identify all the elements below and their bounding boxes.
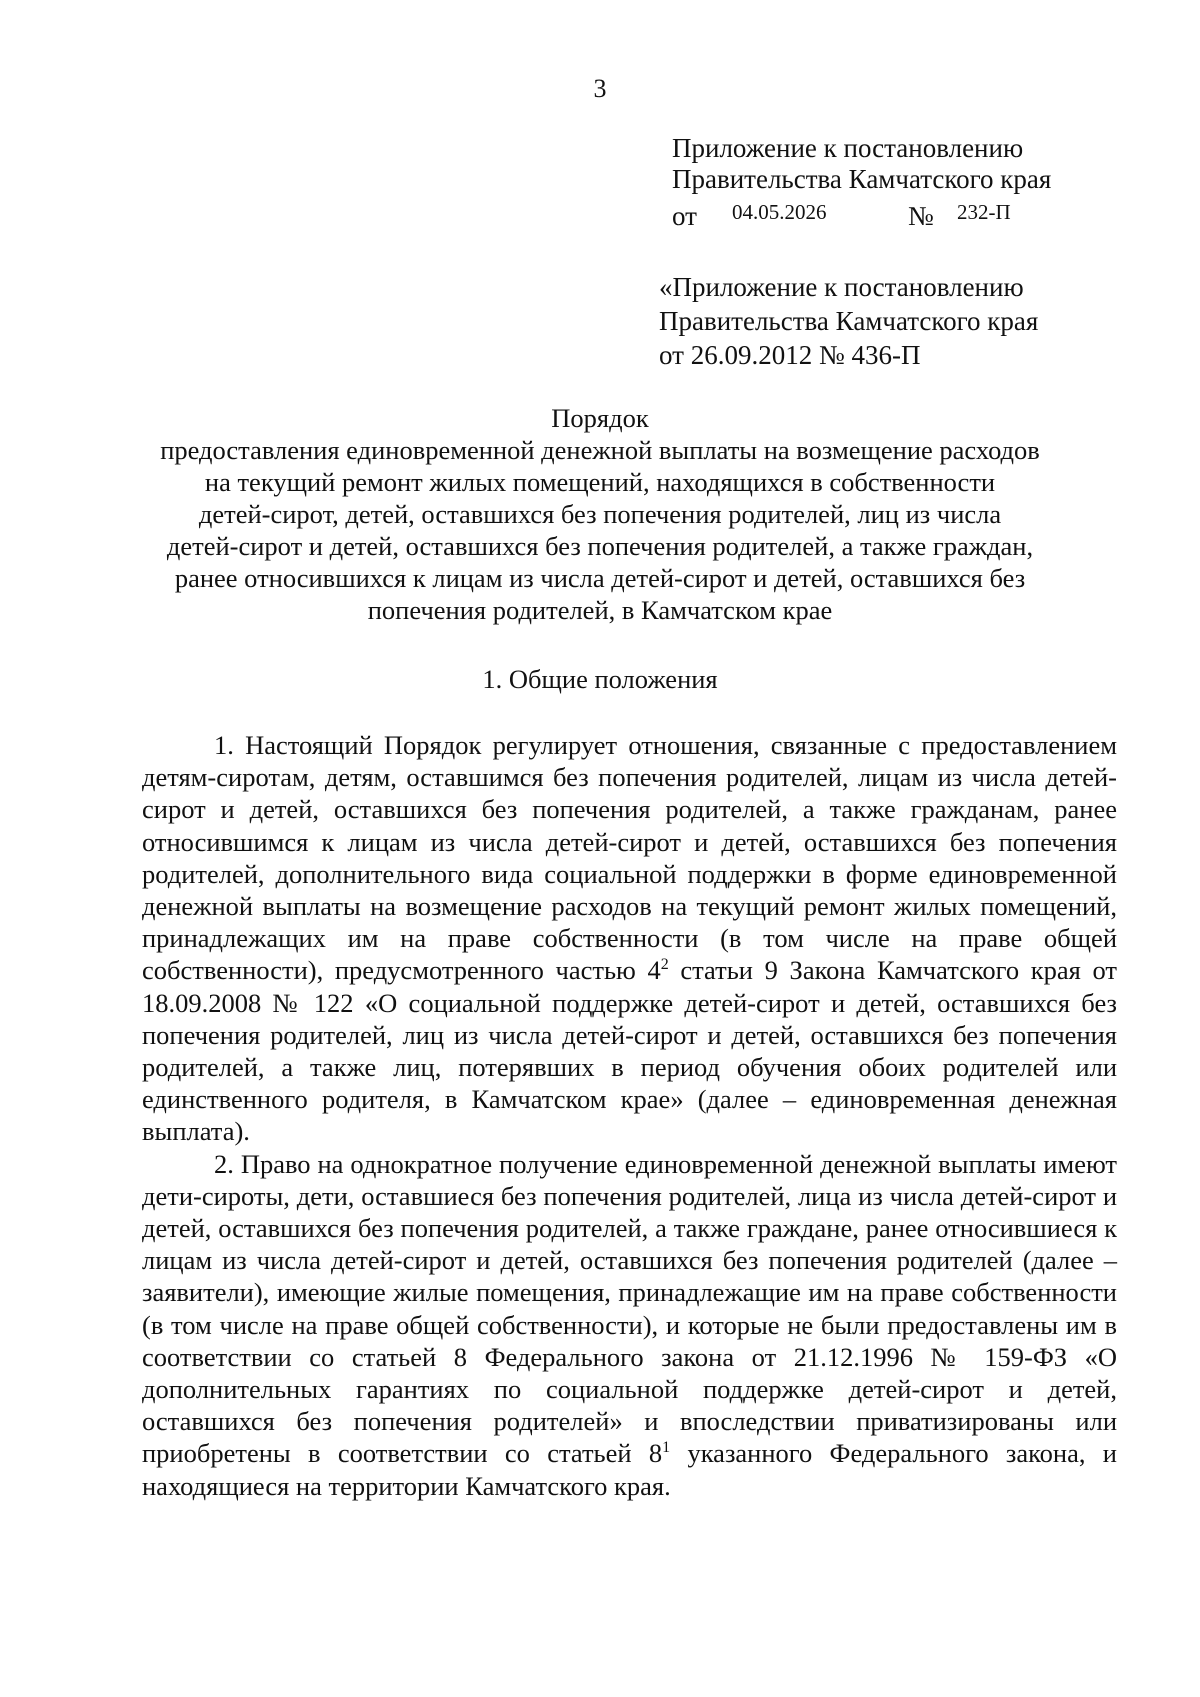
paragraph-2-text-cont: указанного Федерального закона, и находящиеся на территории Камчатского края. (142, 1438, 1117, 1501)
subtitle-line: детей-сирот, детей, оставшихся без попечения родителей, лиц из числа (198, 499, 1002, 529)
document-title: Порядок (551, 403, 649, 433)
document-subtitle (120, 434, 1080, 626)
paragraph-1-text-cont: статьи 9 Закона Камчатского края от 18.09.2008 № 122 «О социальной поддержке детей-сирот и детей, оставшихся без попечения родителей, лиц из числа детей-сирот и детей, оставшихся без попечения родителей, а также лиц, потерявших в период обучения обоих родителей или единственного родителя, в Камчатском крае» (далее – единовременная денежная выплата). (142, 955, 1117, 1147)
quoted-line-3: от 26.09.2012 № 436-П (659, 340, 921, 370)
paragraph-1 (142, 729, 1117, 1148)
approval-date: 04.05.2026 (732, 200, 827, 224)
paragraph-2-text: 2. Право на однократное получение единовременной денежной выплаты имеют дети-сироты, дети, оставшиеся без попечения родителей, лица из числа детей-сирот и детей, оставшихся без попечения родителей, а также граждане, ранее относившиеся к лицам из числа детей-сирот и детей, оставшихся без попечения родителей (далее – заявители), имеющие жилые помещения, принадлежащие им на праве собственности (в том числе на праве общей собственности), и которые не были предоставлены им в соответствии со статьей 8 Федерального закона от 21.12.1996 № 159-ФЗ «О дополнительных гарантиях по социальной поддержке детей-сирот и детей, оставшихся без попечения родителей» и впоследствии приватизированы или приобретены в соответствии со статьей 8 (142, 1148, 1117, 1469)
number-sign: № (908, 201, 934, 231)
subtitle-line: предоставления единовременной денежной выплаты на возмещение расходов (160, 435, 1040, 465)
subtitle-line: ранее относившихся к лицам из числа детей-сирот и детей, оставшихся без (174, 563, 1026, 593)
approval-number: 232-П (957, 200, 1011, 224)
paragraph-2 (142, 1148, 1117, 1502)
approval-date-number (672, 197, 1051, 233)
paragraph-1-text: 1. Настоящий Порядок регулирует отношения, связанные с предоставлением детям-сиротам, детям, оставшимся без попечения родителей, лицам из числа детей-сирот и детей, оставшихся без попечения родителей, а также гражданам, ранее относившимся к лицам из числа детей-сирот и детей, оставшихся без попечения родителей, дополнительного вида социальной поддержки в форме единовременной денежной выплаты на возмещение расходов на текущий ремонт жилых помещений, принадлежащих им на праве собственности (в том числе на праве общей собственности), предусмотренного частью 4 (142, 730, 1117, 986)
section-heading: 1. Общие положения (482, 664, 718, 694)
approval-line-1: Приложение к постановлению (672, 133, 1024, 163)
superscript: 2 (660, 956, 669, 974)
superscript: 1 (662, 1439, 671, 1457)
subtitle-line: попечения родителей, в Камчатском крае (367, 595, 833, 625)
subtitle-line: детей-сирот и детей, оставшихся без попечения родителей, а также граждан, (166, 531, 1034, 561)
document-body (142, 729, 1117, 1502)
page-number: 3 (593, 74, 607, 103)
from-label: от (672, 201, 697, 231)
approval-stamp (672, 133, 1051, 233)
quoted-line-2: Правительства Камчатского края (659, 306, 1039, 336)
approval-line-2: Правительства Камчатского края (672, 164, 1052, 194)
subtitle-line: на текущий ремонт жилых помещений, находящихся в собственности (204, 467, 996, 497)
quoted-appendix-header (659, 270, 1038, 372)
quoted-line-1: «Приложение к постановлению (659, 272, 1024, 302)
